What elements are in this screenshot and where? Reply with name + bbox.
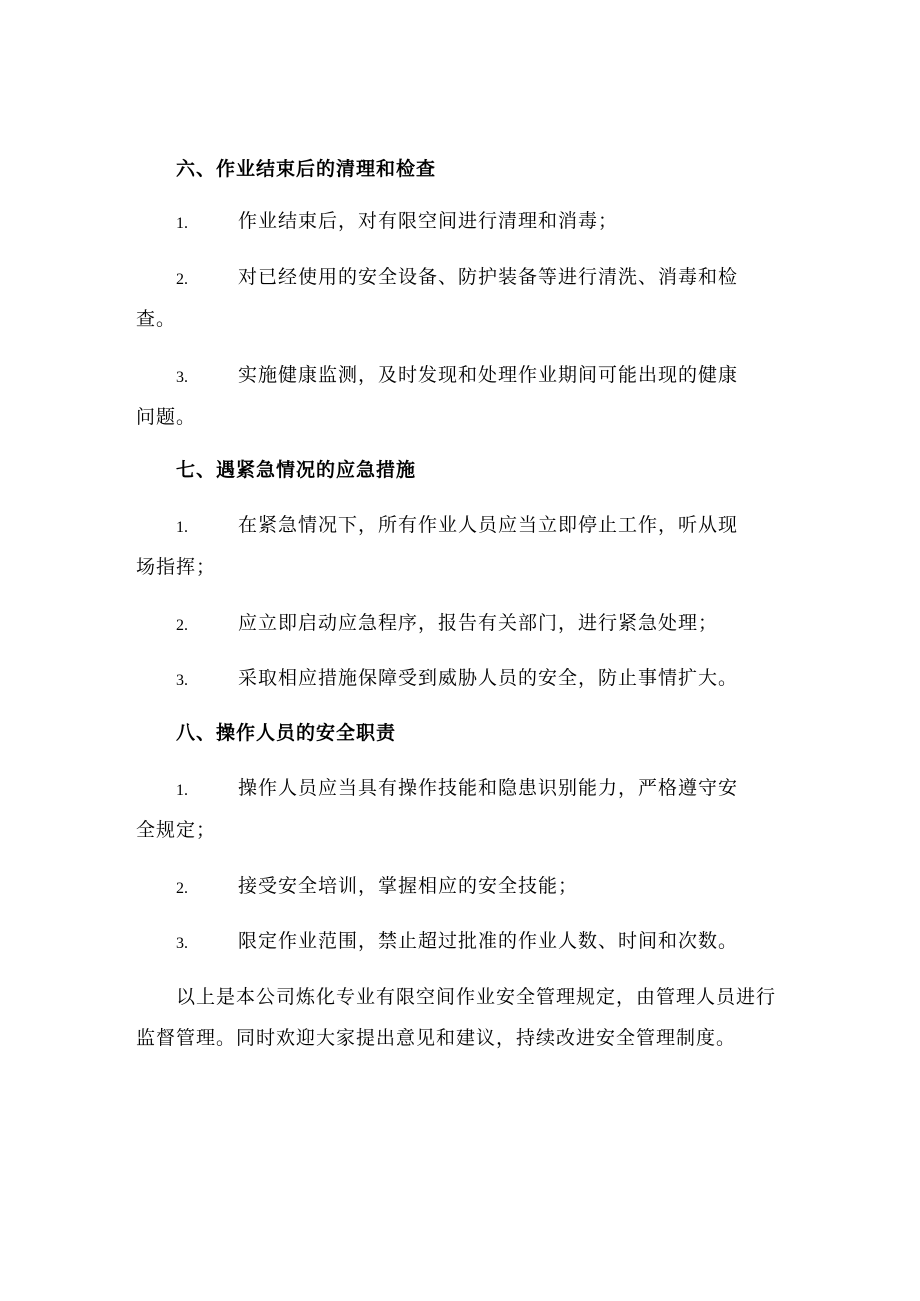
section-6-item-3-text-cont: 问题。 — [136, 406, 197, 428]
section-6-item-2-number: 2. — [176, 271, 188, 288]
section-7-item-3-number: 3. — [176, 672, 188, 689]
section-6-item-1-text: 作业结束后，对有限空间进行清理和消毒； — [238, 210, 619, 232]
section-8-item-1-number: 1. — [176, 782, 188, 799]
section-8-heading: 八、操作人员的安全职责 — [176, 722, 397, 744]
section-8-item-1-text: 操作人员应当具有操作技能和隐患识别能力，严格遵守安 — [238, 777, 739, 799]
section-7-item-2-text: 应立即启动应急程序，报告有关部门，进行紧急处理； — [238, 612, 719, 634]
section-8-item-3-number: 3. — [176, 935, 188, 952]
section-7-item-1-number: 1. — [176, 519, 188, 536]
section-8-item-2-number: 2. — [176, 880, 188, 897]
section-8-item-1-text-cont: 全规定； — [136, 819, 217, 841]
section-7-item-3-text: 采取相应措施保障受到威胁人员的安全，防止事情扩大。 — [238, 667, 739, 689]
closing-paragraph-line-2: 监督管理。同时欢迎大家提出意见和建议，持续改进安全管理制度。 — [136, 1027, 737, 1049]
section-8-item-2-text: 接受安全培训，掌握相应的安全技能； — [238, 875, 579, 897]
section-6-item-2-text-cont: 查。 — [136, 308, 177, 330]
section-7-item-1-text-cont: 场指挥； — [136, 556, 217, 578]
section-6-heading: 六、作业结束后的清理和检查 — [176, 158, 437, 180]
section-6-item-3-text: 实施健康监测，及时发现和处理作业期间可能出现的健康 — [238, 364, 739, 386]
section-8-item-3-text: 限定作业范围，禁止超过批准的作业人数、时间和次数。 — [238, 930, 739, 952]
closing-paragraph-line-1: 以上是本公司炼化专业有限空间作业安全管理规定，由管理人员进行 — [176, 986, 777, 1008]
section-7-item-2-number: 2. — [176, 617, 188, 634]
section-6-item-2-text: 对已经使用的安全设备、防护装备等进行清洗、消毒和检 — [238, 266, 739, 288]
section-6-item-1-number: 1. — [176, 215, 188, 232]
section-7-heading: 七、遇紧急情况的应急措施 — [176, 459, 417, 481]
section-6-item-3-number: 3. — [176, 369, 188, 386]
section-7-item-1-text: 在紧急情况下，所有作业人员应当立即停止工作，听从现 — [238, 514, 739, 536]
